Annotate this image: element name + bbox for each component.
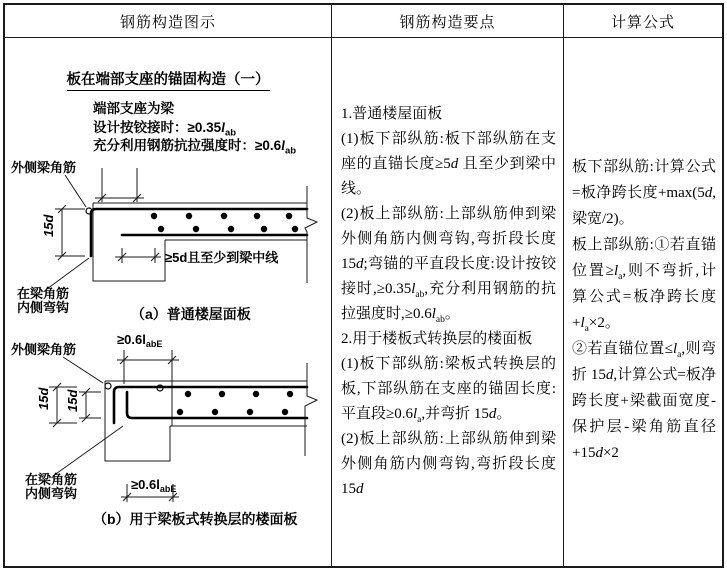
figure-title: 板在端部支座的锚固构造（一） (5, 68, 331, 89)
header-formula-column: 计算公式 (564, 5, 722, 38)
leader-line (53, 426, 123, 476)
outer-hook-dim: 15d (36, 387, 51, 410)
anchorage-note-line: 设计按铰接时：$\ge 0.35l_{ab}$ (93, 119, 237, 139)
break-line (305, 363, 317, 456)
break-line (305, 186, 317, 283)
diagram-b-caption: （b）用于梁板式转换层的楼面板 (93, 511, 298, 527)
header-diagram-column: 钢筋构造图示 (5, 5, 332, 38)
inner-hook-dim: 15d (65, 389, 80, 412)
hook-note-line1: 在梁角筋 (25, 472, 78, 487)
keypoint-paragraph: (1)板下部纵筋:板下部纵筋在支座的直锚长度≥5d 且至少到梁中线。 (341, 131, 556, 197)
top-rebar-dots (185, 391, 293, 397)
hook-note-line2: 内侧弯钩 (17, 300, 70, 315)
hook-length-dim: 15d (41, 214, 56, 237)
corner-bar-section (105, 383, 111, 389)
leader-line (47, 258, 89, 289)
leader-line (63, 357, 103, 383)
keypoint-paragraph: (1)板下部纵筋:梁板式转换层的板,下部纵筋在支座的锚固长度:平直段$\ge 0.6l_a$,并弯折 15d。 (341, 356, 556, 425)
rebar-detail-table (3, 3, 724, 568)
bottom-rebar-dots (158, 226, 298, 232)
hook-note-line1: 在梁角筋 (17, 286, 70, 301)
formula-text (572, 154, 716, 466)
keypoints-text (341, 102, 556, 502)
keypoint-paragraph: 1.普通楼屋面板 (341, 106, 443, 122)
keypoint-paragraph: 2.用于楼板式转换层的楼面板 (341, 331, 533, 347)
diagram-a-caption: （a）普通楼屋面板 (131, 306, 251, 322)
diagram-b-transfer-slab (5, 326, 332, 538)
formula-paragraph: 板上部纵筋:①若直锚位置$\ge l_a$,则不弯折,计算公式=板净跨长度$+l_a\times 2$。 (572, 237, 716, 334)
top-rebar-with-hook (91, 209, 307, 256)
keypoints-cell (332, 38, 564, 566)
keypoint-paragraph: (2)板上部纵筋:上部纵筋伸到梁外侧角筋内侧弯钩,弯折段长度15d;弯锚的平直段长度:设计按铰接时$,\ge 0.35l_{ab}$,充分利用钢筋的抗拉强度时$,\ge 0.6l_{ab}$。 (341, 206, 556, 325)
anchorage-notes (93, 100, 296, 156)
anchorage-note-line: 充分利用钢筋抗拉强度时：$\ge 0.6l_{ab}$ (93, 138, 297, 157)
anchor-dim-lines (115, 248, 161, 263)
outer-corner-bar-label: 外侧梁角筋 (11, 160, 77, 175)
formula-cell (564, 38, 722, 566)
anchorage-note-line: 端部支座为梁 (93, 101, 174, 116)
bottom-rebar-dots (177, 409, 288, 415)
keypoint-paragraph: (2)板上部纵筋:上部纵筋伸到梁外侧角筋内侧弯钩,弯折段长度 15d (341, 431, 556, 497)
anchor-length-label: ≥5d且至少到梁中线 (165, 250, 279, 265)
leader-line (65, 175, 86, 207)
formula-paragraph: 板下部纵筋:计算公式=板净跨长度+max(5d,梁宽/2)。 (572, 159, 716, 227)
top-rebar-dots (151, 213, 292, 219)
hook-dim-lines (55, 209, 85, 256)
hook-note-line2: 内侧弯钩 (25, 486, 78, 501)
top-anchor-length-label: $\ge 0.6l_{abE}$ (117, 332, 163, 349)
header-keypoints-column: 钢筋构造要点 (332, 5, 564, 38)
bottom-anchor-length-label: $\ge 0.6l_{abE}$ (131, 477, 177, 494)
outer-corner-bar-label: 外侧梁角筋 (11, 342, 77, 357)
diagram-a-ordinary-slab (5, 156, 332, 328)
dimension-lines (95, 168, 144, 202)
diagram-cell (5, 38, 332, 566)
formula-paragraph: ②若直锚位置$\le l_a$,则弯折 15d,计算公式=板净跨长度+梁截面宽度-保护层-梁角筋直径+15d×2 (572, 341, 716, 461)
